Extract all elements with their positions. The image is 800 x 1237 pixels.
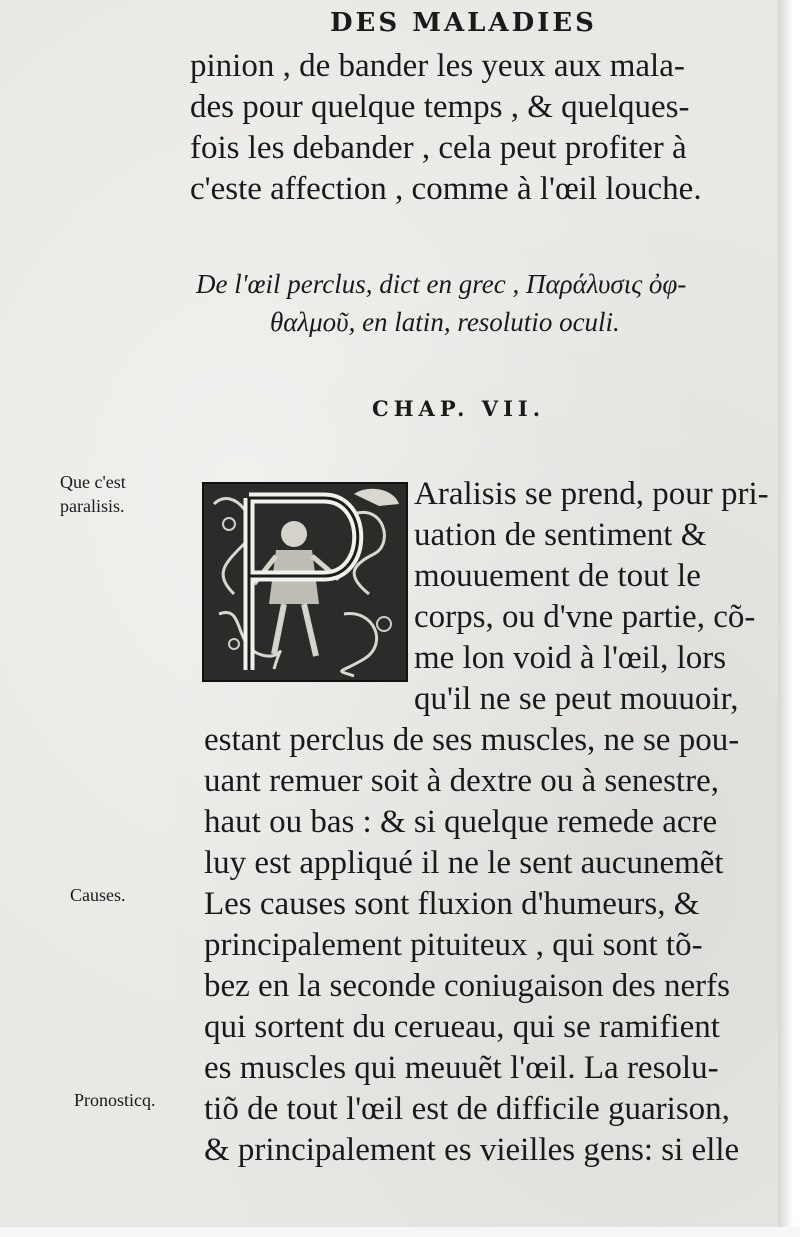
text-line: qu'il ne se peut mouuoir, [414,681,739,717]
page-bottom-edge [0,1227,800,1237]
running-head: DES MALADIES [330,8,597,38]
text-line: qui sortent du cerueau, qui se ramifient [204,1009,720,1045]
text-line: c'este affection , comme à l'œil louche. [190,171,702,207]
initial-paragraph-lines [414,474,769,720]
text-line: Les causes sont fluxion d'humeurs, & [204,886,700,922]
text-line: me lon void à l'œil, lors [414,640,727,676]
margin-note-causes: Causes. [70,885,126,905]
text-line: uant remuer soit à dextre ou à senestre, [204,763,719,799]
decorated-initial [202,482,408,682]
text-line: fois les debander , cela peut profiter à [190,130,687,166]
section-heading-line-2: θαλμοῦ, en latin, resolutio oculi. [270,307,620,337]
margin-note-line: paralisis. [60,496,125,516]
text-line: des pour quelque temps , & quelques- [190,89,690,125]
text-line: estant perclus de ses muscles, ne se pou- [204,722,740,758]
margin-note-definition [60,470,126,518]
text-line: principalement pituiteux , qui sont tõ- [204,927,703,963]
page-edge-shadow [778,0,800,1237]
decorated-initial-illustration [204,484,406,680]
section-heading-line-1: De l'œil perclus, dict en grec , Παράλυσις ὀφ- [196,269,687,299]
text-line: & principalement es vieilles gens: si elle [204,1132,740,1168]
text-line: Aralisis se prend, pour pri- [414,476,769,512]
text-line: corps, ou d'vne partie, cõ- [414,599,756,635]
text-line: uation de sentiment & [414,517,707,553]
text-line: tiõ de tout l'œil est de difficile guarison, [204,1091,730,1127]
chapter-label: CHAP. VII. [372,396,546,421]
text-line: es muscles qui meuuẽt l'œil. La resolu- [204,1050,719,1086]
top-paragraph [190,46,702,210]
text-line: haut ou bas : & si quelque remede acre [204,804,718,840]
text-line: mouuement de tout le [414,558,701,594]
text-line: luy est appliqué il ne le sent aucunemẽt [204,845,724,881]
text-line: pinion , de bander les yeux aux mala- [190,48,685,84]
text-line: bez en la seconde coniugaison des nerfs [204,968,730,1004]
margin-note-prognosis: Pronosticq. [74,1090,156,1110]
margin-note-line: Que c'est [60,472,126,492]
chapter-body [204,720,739,1171]
